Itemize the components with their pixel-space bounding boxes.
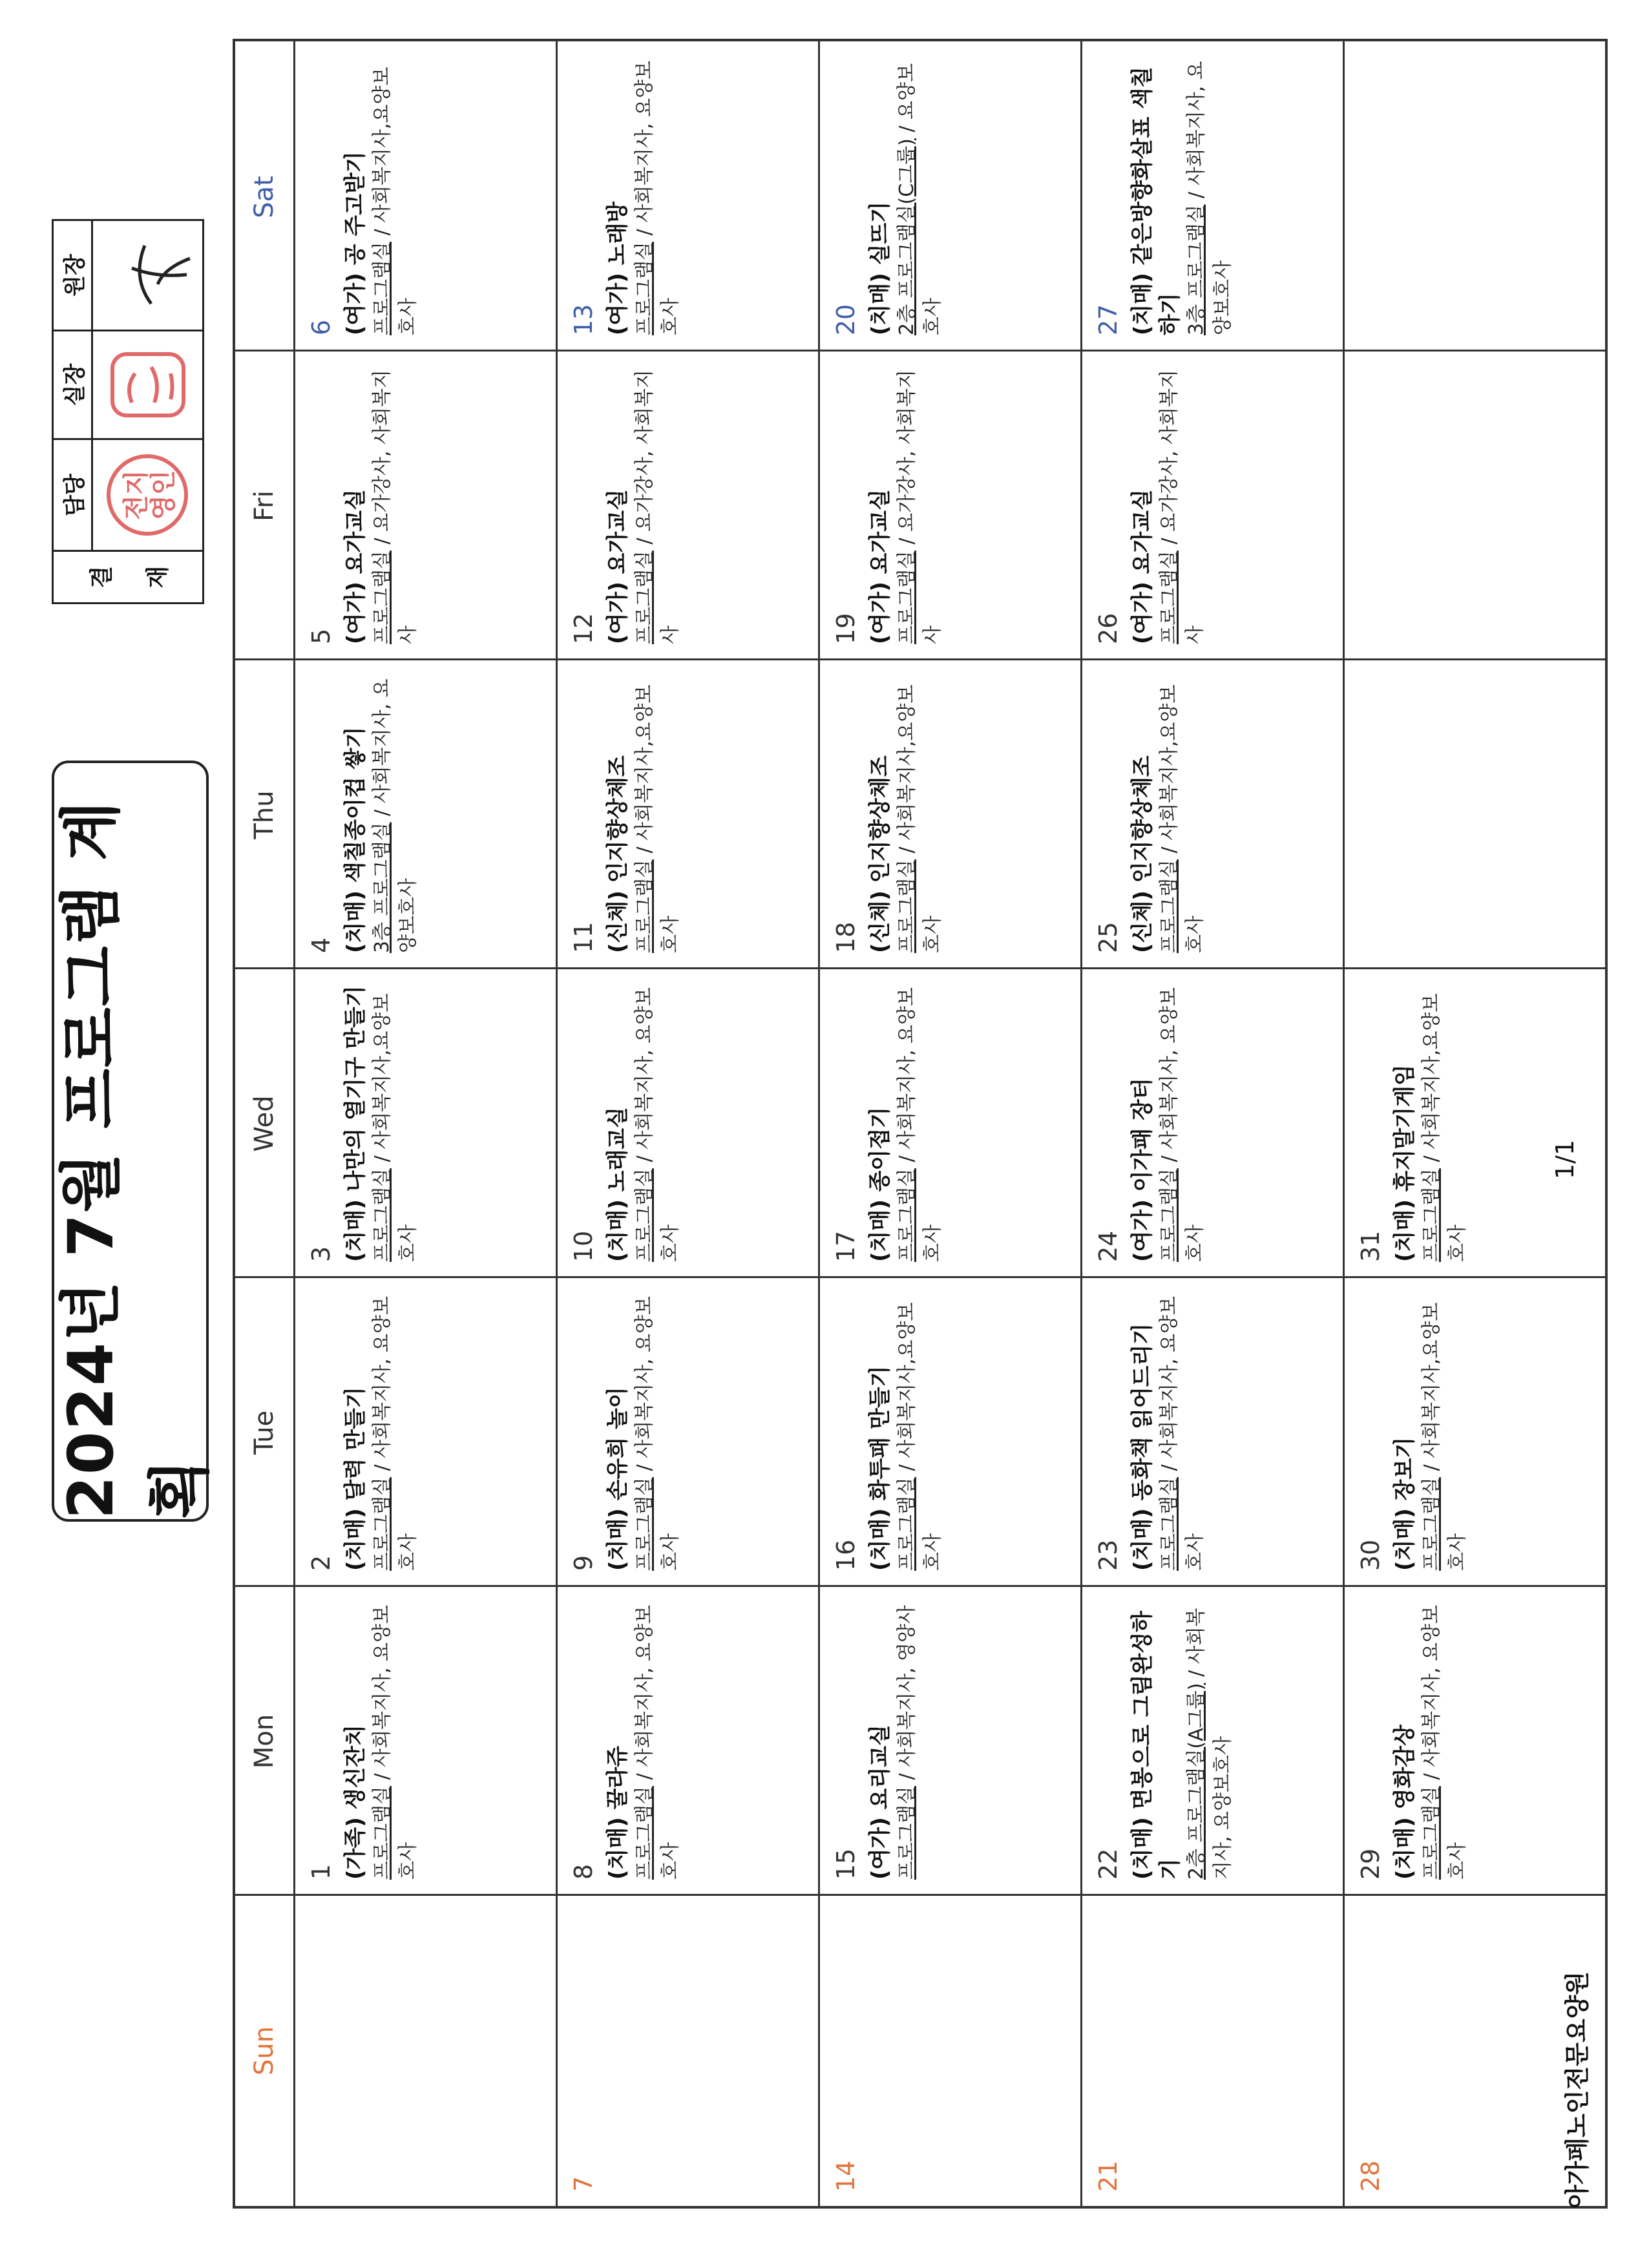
program-location-staff	[894, 366, 947, 644]
date-number: 25	[1094, 921, 1122, 953]
organization-name: 아가페노인전문요양원	[1563, 1971, 1591, 2209]
program-location-staff	[1157, 675, 1209, 953]
date-number: 17	[832, 1230, 860, 1262]
date-number: 4	[307, 937, 335, 953]
day-header-tue: Tue	[249, 1410, 279, 1455]
approval-col-chief	[54, 330, 202, 438]
program-staff: / 사회복지사,요양보호사	[1420, 993, 1469, 1262]
calendar-cell	[820, 660, 1080, 967]
program-location-staff	[1419, 1601, 1471, 1880]
program-title: (치매) 달력 만들기	[342, 1387, 368, 1571]
program-title: (가족) 생신잔치	[342, 1725, 368, 1880]
program-title: (여가) 이가패 장터	[1129, 1078, 1155, 1262]
program-room: 프로그램실	[370, 1477, 394, 1571]
calendar-cell	[295, 660, 556, 967]
program-staff: / 사회복지사,요양보호사	[370, 67, 419, 335]
calendar-cell	[1082, 1278, 1343, 1585]
calendar-cell	[820, 969, 1080, 1276]
day-header-mon: Mon	[249, 1714, 279, 1769]
program-staff: / 사회복지사, 요양보호사	[370, 678, 419, 953]
program-room: 프로그램실	[895, 859, 918, 953]
approval-header-chief: 실장	[54, 331, 93, 438]
day-header-sun: Sun	[249, 2026, 279, 2076]
calendar-cell	[1082, 969, 1343, 1276]
calendar-cell	[558, 1587, 818, 1894]
program-title: (치매) 노래교실	[605, 1107, 631, 1262]
program-room: 프로그램실	[1420, 1477, 1443, 1571]
calendar-cell	[295, 969, 556, 1276]
manager-stamp	[93, 440, 202, 550]
program-title: (치매) 동화책 읽어드리기	[1129, 1323, 1155, 1571]
program-location-staff	[1157, 366, 1209, 644]
program-location-staff	[1184, 1601, 1236, 1880]
program-location-staff	[632, 983, 684, 1262]
svg-text:전지: 전지	[121, 470, 151, 520]
program-title: (치매) 손유희 놀이	[605, 1387, 631, 1571]
calendar-cell	[558, 1278, 818, 1585]
program-staff: / 사회복지사, 요양보호사	[633, 1605, 682, 1880]
calendar-cell	[558, 1896, 818, 2206]
program-title: (여가) 공 주고받기	[342, 151, 368, 335]
program-staff: / 요가강사, 사회복지사	[370, 370, 419, 644]
program-room: 프로그램실	[633, 1786, 656, 1880]
date-number: 29	[1356, 1848, 1385, 1880]
date-number: 9	[569, 1555, 598, 1571]
calendar-cell	[558, 352, 818, 658]
date-number: 24	[1094, 1230, 1122, 1262]
program-staff: / 사회복지사,요양보호사	[370, 993, 419, 1262]
program-staff: / 사회복지사, 요양보호사	[370, 1605, 419, 1880]
calendar-cell	[820, 352, 1080, 658]
approval-header-manager: 담당	[54, 440, 93, 550]
date-number: 12	[569, 613, 598, 644]
program-title: (치매) 영화감상	[1392, 1725, 1418, 1880]
date-number: 7	[569, 2176, 598, 2192]
program-staff: / 사회복지사, 요양보호사	[633, 987, 682, 1262]
program-room: 프로그램실	[1157, 1477, 1181, 1571]
calendar-cell	[558, 43, 818, 350]
chief-stamp	[93, 331, 202, 438]
calendar-cell	[820, 1896, 1080, 2206]
program-staff: / 사회복지사, 요양보호사	[1157, 987, 1206, 1262]
program-staff: / 사회복지사, 요양보호사	[370, 1296, 419, 1571]
date-number: 26	[1094, 613, 1122, 644]
program-location-staff	[632, 1601, 684, 1880]
calendar-cell	[1082, 1896, 1343, 2206]
calendar-cell	[295, 352, 556, 658]
calendar-cell	[820, 43, 1080, 350]
program-room: 프로그램실	[370, 551, 394, 644]
program-title: (치매) 같은방향화살표 색칠하기	[1129, 66, 1183, 335]
program-location-staff	[1184, 57, 1236, 335]
program-location-staff	[894, 1292, 947, 1571]
program-staff: / 사회복지사, 요양보호사	[895, 987, 944, 1262]
program-title: (치매) 꿀라쥬	[605, 1745, 631, 1880]
program-room: 3층 프로그램실	[370, 822, 394, 953]
program-title: (신체) 인지향상체조	[1129, 755, 1155, 953]
program-room: 프로그램실	[370, 1786, 394, 1880]
calendar-cell	[1082, 352, 1343, 658]
approval-label-je: 재	[145, 565, 171, 589]
calendar-grid	[233, 39, 1608, 2209]
program-location-staff	[894, 675, 947, 953]
approval-label-gyeol: 결	[89, 565, 115, 589]
program-location-staff	[370, 366, 422, 644]
date-number: 28	[1356, 2160, 1385, 2192]
calendar-cell	[1082, 1587, 1343, 1894]
calendar-cell	[295, 1278, 556, 1585]
date-number: 3	[307, 1246, 335, 1262]
program-title: (치매) 화투패 만들기	[867, 1365, 893, 1571]
date-number: 23	[1094, 1539, 1122, 1571]
program-room: 프로그램실	[633, 242, 656, 335]
date-number: 11	[569, 921, 598, 953]
date-number: 8	[569, 1864, 598, 1880]
program-title: (치매) 휴지말기게임	[1392, 1064, 1418, 1262]
program-room: 프로그램실	[633, 1477, 656, 1571]
date-number: 27	[1094, 304, 1122, 335]
program-room: 프로그램실	[895, 551, 918, 644]
program-staff: / 사회복지사, 요양보호사	[1157, 1296, 1206, 1571]
program-room: 프로그램실	[895, 1168, 918, 1262]
director-signature	[93, 221, 202, 330]
approval-box	[52, 219, 204, 604]
calendar-cell	[295, 43, 556, 350]
date-number: 21	[1094, 2160, 1122, 2192]
program-title: (치매) 면봉으로 그림완성하기	[1129, 1610, 1183, 1880]
program-room: 프로그램실	[1420, 1168, 1443, 1262]
program-location-staff	[632, 366, 684, 644]
program-room: 2층 프로그램실(C그룹)	[895, 138, 918, 335]
program-staff: / 사회복지사, 요양보호사	[1185, 1608, 1234, 1880]
day-header-wed: Wed	[249, 1095, 279, 1152]
program-room: 프로그램실	[1157, 1168, 1181, 1262]
program-title: (치매) 나만의 열기구 만들기	[342, 985, 368, 1262]
program-location-staff	[370, 1601, 422, 1880]
approval-label	[54, 550, 202, 602]
calendar-cell	[558, 969, 818, 1276]
day-header-thu: Thu	[249, 790, 279, 839]
program-location-staff	[370, 1292, 422, 1571]
calendar-cell	[1082, 660, 1343, 967]
program-staff: / 사회복지사, 요양보호사	[633, 1296, 682, 1571]
approval-header-director: 원장	[54, 221, 93, 330]
program-location-staff	[1157, 983, 1209, 1262]
program-title: (여가) 요가교실	[867, 489, 893, 644]
program-staff: / 사회복지사, 요양보호사	[633, 61, 682, 335]
program-title: (치매) 장보기	[1392, 1436, 1418, 1571]
program-location-staff	[894, 1601, 921, 1880]
calendar-cell	[1345, 660, 1605, 967]
program-staff: / 사회복지사, 요양보호사	[1185, 61, 1234, 335]
program-title: (여가) 노래방	[605, 201, 631, 335]
date-number: 15	[832, 1848, 860, 1880]
program-room: 3층 프로그램실	[1185, 204, 1208, 335]
date-number: 18	[832, 921, 860, 953]
program-room: 프로그램실	[1157, 859, 1181, 953]
calendar-cell	[820, 1587, 1080, 1894]
date-number: 16	[832, 1539, 860, 1571]
program-location-staff	[370, 675, 422, 953]
program-staff: / 사회복지사,요양보호사	[1157, 684, 1206, 953]
program-staff: / 사회복지사,요양보호사	[633, 684, 682, 953]
program-staff: / 요가강사, 사회복지사	[895, 370, 944, 644]
program-title: (신체) 인지향상체조	[605, 755, 631, 953]
page-number: 1/1	[1551, 1139, 1579, 1179]
program-staff: / 요양보호사	[895, 63, 944, 335]
calendar-cell	[1345, 352, 1605, 658]
program-room: 프로그램실	[895, 1477, 918, 1571]
program-staff: / 사회복지사, 영양사	[895, 1605, 918, 1787]
program-location-staff	[1419, 983, 1471, 1262]
date-number: 10	[569, 1230, 598, 1262]
calendar-cell	[1345, 43, 1605, 350]
program-room: 프로그램실	[370, 1168, 394, 1262]
program-title: (여가) 요가교실	[1129, 489, 1155, 644]
calendar-cell	[1345, 969, 1605, 1276]
approval-col-manager	[54, 438, 202, 550]
program-location-staff	[632, 1292, 684, 1571]
program-location-staff	[370, 57, 422, 335]
program-room: 프로그램실	[370, 242, 394, 335]
program-room: 프로그램실	[895, 1786, 918, 1880]
day-header-fri: Fri	[249, 490, 279, 521]
approval-col-director	[54, 221, 202, 330]
calendar-cell	[820, 1278, 1080, 1585]
program-title: (여가) 요가교실	[605, 489, 631, 644]
program-staff: / 사회복지사, 요양보호사	[1420, 1605, 1469, 1880]
date-number: 13	[569, 304, 598, 335]
calendar-cell	[1082, 43, 1343, 350]
program-room: 프로그램실	[633, 1168, 656, 1262]
date-number: 20	[832, 304, 860, 335]
program-title: (치매) 종이접기	[867, 1107, 893, 1262]
calendar-cell	[295, 1896, 556, 2206]
date-number: 30	[1356, 1539, 1385, 1571]
program-location-staff	[1157, 1292, 1209, 1571]
program-location-staff	[632, 57, 684, 335]
program-room: 프로그램실	[1420, 1786, 1443, 1880]
date-number: 1	[307, 1864, 335, 1880]
program-room: 프로그램실	[1157, 551, 1181, 644]
date-number: 6	[307, 319, 335, 335]
program-room: 프로그램실	[633, 859, 656, 953]
program-room: 2층 프로그램실(A그룹)	[1185, 1683, 1208, 1880]
program-title: (치매) 색칠종이컵 쌓기	[342, 726, 368, 953]
svg-text:영인: 영인	[149, 470, 178, 520]
program-staff: / 요가강사, 사회복지사	[633, 370, 682, 644]
calendar-cell	[1345, 1278, 1605, 1585]
program-location-staff	[894, 57, 947, 335]
program-room: 프로그램실	[633, 551, 656, 644]
day-header-sat: Sat	[249, 176, 279, 218]
program-title: (치매) 실뜨기	[867, 201, 893, 335]
program-location-staff	[894, 983, 947, 1262]
program-location-staff	[632, 675, 684, 953]
program-staff: / 사회복지사,요양보호사	[1420, 1302, 1469, 1571]
program-location-staff	[370, 983, 422, 1262]
calendar-cell	[295, 1587, 556, 1894]
program-location-staff	[1419, 1292, 1471, 1571]
program-title: (여가) 요리교실	[867, 1725, 893, 1880]
program-title: (여가) 요가교실	[342, 489, 368, 644]
calendar-cell	[558, 660, 818, 967]
program-staff: / 요가강사, 사회복지사	[1157, 370, 1206, 644]
calendar-cell	[1345, 1587, 1605, 1894]
title-box	[52, 761, 216, 1522]
program-staff: / 사회복지사,요양보호사	[895, 684, 944, 953]
date-number: 14	[832, 2160, 860, 2192]
program-staff: / 사회복지사,요양보호사	[895, 1302, 944, 1571]
date-number: 19	[832, 613, 860, 644]
date-number: 22	[1094, 1848, 1122, 1880]
date-number: 5	[307, 628, 335, 644]
program-title: (신체) 인지향상체조	[867, 755, 893, 953]
date-number: 31	[1356, 1230, 1385, 1262]
date-number: 2	[307, 1555, 335, 1571]
page-title: 2024년 7월 프로그램 계획	[54, 799, 216, 1519]
